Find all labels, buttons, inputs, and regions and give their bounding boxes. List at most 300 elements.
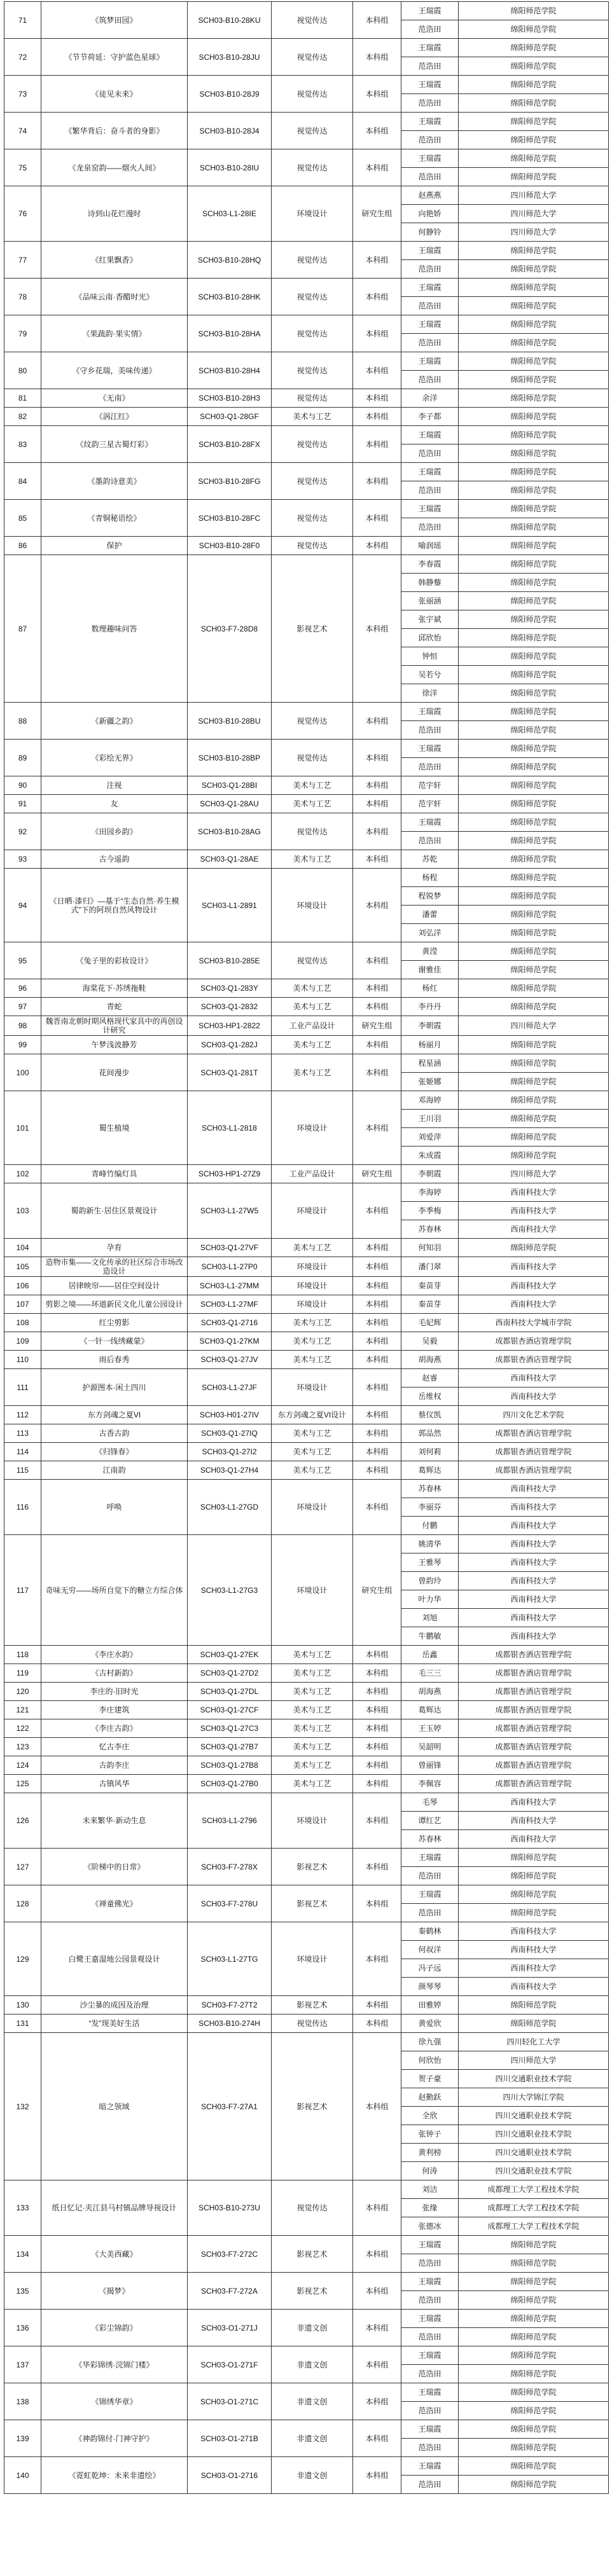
member-name: 范浩田 bbox=[401, 1904, 459, 1922]
member-school: 绵阳师范学院 bbox=[459, 721, 609, 740]
member-name: 范宇轩 bbox=[401, 795, 459, 813]
member-school: 绵阳师范学院 bbox=[459, 57, 609, 76]
member-name: 吴毅 bbox=[401, 1332, 459, 1351]
work-group: 本科组 bbox=[353, 1885, 401, 1922]
work-code: SCH03-B10-28FG bbox=[188, 463, 272, 500]
row-number: 113 bbox=[4, 1424, 41, 1443]
work-code: SCH03-B10-28H3 bbox=[188, 389, 272, 408]
work-code: SCH03-L1-27GD bbox=[188, 1480, 272, 1535]
work-group: 本科组 bbox=[353, 2310, 401, 2346]
row-number: 81 bbox=[4, 389, 41, 408]
member-name: 毛三三 bbox=[401, 1664, 459, 1683]
member-school: 西南科技大学 bbox=[459, 1941, 609, 1959]
member-school: 绵阳师范学院 bbox=[459, 2, 609, 20]
work-code: SCH03-Q1-283Y bbox=[188, 979, 272, 998]
member-school: 绵阳师范学院 bbox=[459, 1849, 609, 1867]
work-title: 《墨韵诗意美》 bbox=[41, 463, 188, 500]
table-row bbox=[4, 1091, 609, 1110]
work-code: SCH03-B10-28HQ bbox=[188, 242, 272, 279]
member-name: 葛辉达 bbox=[401, 1461, 459, 1480]
work-category: 影视艺术 bbox=[272, 1849, 353, 1885]
work-title: 《日晒·漆归》—基于“生态自然·养生模式”下的阿坝自然风物设计 bbox=[41, 869, 188, 942]
row-number: 105 bbox=[4, 1257, 41, 1277]
work-group: 本科组 bbox=[353, 2033, 401, 2180]
work-category: 视觉传达 bbox=[272, 352, 353, 389]
work-group: 本科组 bbox=[353, 2383, 401, 2420]
table-row bbox=[4, 1406, 609, 1424]
member-school: 西南科技大学 bbox=[459, 1978, 609, 1996]
table-row bbox=[4, 537, 609, 555]
work-category: 美术与工艺 bbox=[272, 1461, 353, 1480]
member-name: 范浩田 bbox=[401, 481, 459, 500]
member-school: 西南科技大学 bbox=[459, 1295, 609, 1314]
work-group: 研究生组 bbox=[353, 1016, 401, 1036]
member-name: 黄滢 bbox=[401, 942, 459, 961]
work-code: SCH03-F7-272A bbox=[188, 2273, 272, 2310]
member-name: 潘门翠 bbox=[401, 1257, 459, 1277]
row-number: 135 bbox=[4, 2273, 41, 2310]
member-name: 王瑞霞 bbox=[401, 2273, 459, 2291]
work-code: SCH03-B10-28FX bbox=[188, 426, 272, 463]
member-name: 范浩田 bbox=[401, 2254, 459, 2273]
row-number: 123 bbox=[4, 1738, 41, 1756]
member-name: 向艳娇 bbox=[401, 205, 459, 223]
member-school: 绵阳师范学院 bbox=[459, 647, 609, 666]
work-category: 视觉传达 bbox=[272, 2, 353, 39]
member-school: 绵阳师范学院 bbox=[459, 592, 609, 610]
work-title: 蜀韵新生·居住区景观设计 bbox=[41, 1183, 188, 1239]
member-school: 四川师范大学 bbox=[459, 1165, 609, 1183]
row-number: 134 bbox=[4, 2236, 41, 2273]
member-name: 赵勤跃 bbox=[401, 2088, 459, 2107]
member-name: 范浩田 bbox=[401, 2328, 459, 2346]
member-school: 成都银杏酒店管理学院 bbox=[459, 1646, 609, 1664]
work-code: SCH03-HP1-2822 bbox=[188, 1016, 272, 1036]
member-school: 绵阳师范学院 bbox=[459, 2236, 609, 2254]
member-name: 何知羽 bbox=[401, 1239, 459, 1257]
work-group: 本科组 bbox=[353, 1314, 401, 1332]
work-group: 本科组 bbox=[353, 1683, 401, 1701]
table-row bbox=[4, 186, 609, 205]
work-code: SCH03-L1-2796 bbox=[188, 1793, 272, 1849]
work-category: 美术与工艺 bbox=[272, 998, 353, 1016]
member-school: 西南科技大学 bbox=[459, 1572, 609, 1590]
work-category: 视觉传达 bbox=[272, 463, 353, 500]
member-name: 田雅婷 bbox=[401, 1996, 459, 2015]
member-name: 王瑞霞 bbox=[401, 813, 459, 832]
work-title: 《节节荷延：守护蓝色星球》 bbox=[41, 39, 188, 76]
work-group: 本科组 bbox=[353, 740, 401, 776]
member-school: 绵阳师范学院 bbox=[459, 2291, 609, 2310]
row-number: 86 bbox=[4, 537, 41, 555]
member-name: 范浩田 bbox=[401, 131, 459, 149]
member-name: 叶力华 bbox=[401, 1590, 459, 1609]
work-category: 美术与工艺 bbox=[272, 850, 353, 869]
table-row bbox=[4, 942, 609, 961]
member-school: 成都银杏酒店管理学院 bbox=[459, 1738, 609, 1756]
work-code: SCH03-HP1-27Z9 bbox=[188, 1165, 272, 1183]
member-school: 绵阳师范学院 bbox=[459, 2420, 609, 2439]
work-category: 东方剑魂之夏VI设计 bbox=[272, 1406, 353, 1424]
work-group: 本科组 bbox=[353, 1369, 401, 1406]
member-name: 曾韵玲 bbox=[401, 1572, 459, 1590]
table-row bbox=[4, 279, 609, 297]
work-title: 古韵李庄 bbox=[41, 1756, 188, 1775]
work-code: SCH03-Q1-27D2 bbox=[188, 1664, 272, 1683]
member-school: 西南科技大学 bbox=[459, 1480, 609, 1498]
member-name: 岳维权 bbox=[401, 1388, 459, 1406]
table-row bbox=[4, 1996, 609, 2015]
member-school: 四川师范大学 bbox=[459, 2051, 609, 2070]
table-row bbox=[4, 2457, 609, 2476]
work-category: 视觉传达 bbox=[272, 315, 353, 352]
work-category: 美术与工艺 bbox=[272, 408, 353, 426]
member-school: 成都银杏酒店管理学院 bbox=[459, 1756, 609, 1775]
member-school: 西南科技大学 bbox=[459, 1183, 609, 1202]
table-row bbox=[4, 500, 609, 518]
work-code: SCH03-B10-28J9 bbox=[188, 76, 272, 113]
table-row bbox=[4, 998, 609, 1016]
work-code: SCH03-O1-271B bbox=[188, 2420, 272, 2457]
member-name: 王瑞霞 bbox=[401, 2, 459, 20]
member-name: 王瑞霞 bbox=[401, 2420, 459, 2439]
member-name: 王瑞霞 bbox=[401, 113, 459, 131]
table-row bbox=[4, 76, 609, 94]
member-name: 余洋 bbox=[401, 389, 459, 408]
member-school: 绵阳师范学院 bbox=[459, 94, 609, 113]
work-code: SCH03-Q1-2716 bbox=[188, 1314, 272, 1332]
member-school: 西南科技大学 bbox=[459, 1959, 609, 1978]
member-name: 黄利榜 bbox=[401, 2144, 459, 2162]
table-row bbox=[4, 2383, 609, 2402]
member-school: 绵阳师范学院 bbox=[459, 1128, 609, 1147]
member-name: 范浩田 bbox=[401, 20, 459, 39]
work-code: SCH03-B10-28AG bbox=[188, 813, 272, 850]
member-school: 成都银杏酒店管理学院 bbox=[459, 1701, 609, 1719]
row-number: 95 bbox=[4, 942, 41, 979]
member-name: 何涛 bbox=[401, 2162, 459, 2180]
table-row bbox=[4, 2310, 609, 2328]
member-name: 王瑞霞 bbox=[401, 149, 459, 168]
table-row bbox=[4, 2, 609, 20]
work-category: 美术与工艺 bbox=[272, 1054, 353, 1091]
member-name: 喻润瑶 bbox=[401, 537, 459, 555]
member-school: 绵阳师范学院 bbox=[459, 1073, 609, 1091]
member-school: 西南科技大学 bbox=[459, 1590, 609, 1609]
work-category: 环境设计 bbox=[272, 1091, 353, 1165]
member-name: 范浩田 bbox=[401, 260, 459, 279]
row-number: 107 bbox=[4, 1295, 41, 1314]
work-title: 沙尘暴的成因及治理 bbox=[41, 1996, 188, 2015]
member-school: 绵阳师范学院 bbox=[459, 574, 609, 592]
table-row bbox=[4, 1314, 609, 1332]
member-name: 吴若兮 bbox=[401, 666, 459, 684]
table-row bbox=[4, 1664, 609, 1683]
row-number: 82 bbox=[4, 408, 41, 426]
member-name: 张丽涵 bbox=[401, 592, 459, 610]
work-category: 美术与工艺 bbox=[272, 1443, 353, 1461]
table-row bbox=[4, 1701, 609, 1719]
table-row bbox=[4, 1756, 609, 1775]
work-group: 本科组 bbox=[353, 315, 401, 352]
work-group: 本科组 bbox=[353, 389, 401, 408]
member-name: 谢雅佳 bbox=[401, 961, 459, 979]
work-title: 居律映帘——居住空间设计 bbox=[41, 1277, 188, 1295]
member-name: 范浩田 bbox=[401, 334, 459, 352]
work-title: 《田园乡韵》 bbox=[41, 813, 188, 850]
work-category: 视觉传达 bbox=[272, 537, 353, 555]
work-code: SCH03-O1-271J bbox=[188, 2310, 272, 2346]
work-title: 青蛇 bbox=[41, 998, 188, 1016]
member-school: 绵阳师范学院 bbox=[459, 2365, 609, 2383]
work-code: SCH03-F7-278U bbox=[188, 1885, 272, 1922]
work-title: 红尘剪影 bbox=[41, 1314, 188, 1332]
work-code: SCH03-Q1-27B0 bbox=[188, 1775, 272, 1793]
work-code: SCH03-O1-271C bbox=[188, 2383, 272, 2420]
row-number: 108 bbox=[4, 1314, 41, 1332]
member-name: 张宇斌 bbox=[401, 610, 459, 629]
work-group: 本科组 bbox=[353, 1701, 401, 1719]
table-row bbox=[4, 352, 609, 371]
member-school: 绵阳师范学院 bbox=[459, 444, 609, 463]
table-row bbox=[4, 1332, 609, 1351]
member-school: 绵阳师范学院 bbox=[459, 2439, 609, 2457]
work-title: 《涡江红》 bbox=[41, 408, 188, 426]
work-group: 本科组 bbox=[353, 2180, 401, 2236]
member-name: 谭红艺 bbox=[401, 1812, 459, 1830]
work-code: SCH03-Q1-2832 bbox=[188, 998, 272, 1016]
work-group: 本科组 bbox=[353, 2015, 401, 2033]
member-school: 绵阳师范学院 bbox=[459, 2346, 609, 2365]
work-code: SCH03-Q1-27JV bbox=[188, 1351, 272, 1369]
row-number: 71 bbox=[4, 2, 41, 39]
member-name: 范浩田 bbox=[401, 518, 459, 537]
member-school: 绵阳师范学院 bbox=[459, 1110, 609, 1128]
work-category: 美术与工艺 bbox=[272, 1683, 353, 1701]
member-school: 绵阳师范学院 bbox=[459, 813, 609, 832]
work-title: 纸日忆记·夹江县马村镇品牌导视设计 bbox=[41, 2180, 188, 2236]
table-row bbox=[4, 1295, 609, 1314]
member-name: 程星涵 bbox=[401, 1054, 459, 1073]
work-code: SCH03-Q1-27DL bbox=[188, 1683, 272, 1701]
table-row bbox=[4, 1257, 609, 1277]
work-title: 《筑梦田园》 bbox=[41, 2, 188, 39]
row-number: 125 bbox=[4, 1775, 41, 1793]
work-code: SCH03-F7-27A1 bbox=[188, 2033, 272, 2180]
member-name: 范浩田 bbox=[401, 1867, 459, 1885]
work-category: 非遗文创 bbox=[272, 2383, 353, 2420]
work-group: 本科组 bbox=[353, 1239, 401, 1257]
member-name: 王瑞霞 bbox=[401, 463, 459, 481]
work-group: 本科组 bbox=[353, 795, 401, 813]
table-row bbox=[4, 1443, 609, 1461]
member-school: 四川师范大学 bbox=[459, 1016, 609, 1036]
table-row bbox=[4, 1793, 609, 1812]
row-number: 90 bbox=[4, 776, 41, 795]
member-school: 西南科技大学 bbox=[459, 1498, 609, 1517]
work-group: 本科组 bbox=[353, 869, 401, 942]
member-school: 绵阳师范学院 bbox=[459, 20, 609, 39]
table-row bbox=[4, 113, 609, 131]
member-school: 绵阳师范学院 bbox=[459, 1036, 609, 1054]
work-title: 《彩绘无界》 bbox=[41, 740, 188, 776]
member-name: 岳鑫 bbox=[401, 1646, 459, 1664]
row-number: 73 bbox=[4, 76, 41, 113]
member-school: 绵阳师范学院 bbox=[459, 850, 609, 869]
work-code: SCH03-Q1-27VF bbox=[188, 1239, 272, 1257]
table-row bbox=[4, 979, 609, 998]
table-row bbox=[4, 1719, 609, 1738]
work-category: 美术与工艺 bbox=[272, 1351, 353, 1369]
work-category: 美术与工艺 bbox=[272, 795, 353, 813]
row-number: 101 bbox=[4, 1091, 41, 1165]
work-category: 工业产品设计 bbox=[272, 1016, 353, 1036]
member-school: 西南科技大学 bbox=[459, 1535, 609, 1553]
member-school: 绵阳师范学院 bbox=[459, 2328, 609, 2346]
work-code: SCH03-Q1-27CF bbox=[188, 1701, 272, 1719]
member-school: 绵阳师范学院 bbox=[459, 998, 609, 1016]
member-school: 绵阳师范学院 bbox=[459, 1054, 609, 1073]
work-category: 环境设计 bbox=[272, 869, 353, 942]
work-group: 本科组 bbox=[353, 500, 401, 537]
work-category: 视觉传达 bbox=[272, 426, 353, 463]
table-row bbox=[4, 1036, 609, 1054]
work-title: 《霓虹乾坤：未来非遗绘》 bbox=[41, 2457, 188, 2494]
member-school: 西南科技大学 bbox=[459, 1388, 609, 1406]
member-school: 绵阳师范学院 bbox=[459, 961, 609, 979]
work-group: 本科组 bbox=[353, 39, 401, 76]
member-name: 全欣 bbox=[401, 2107, 459, 2125]
member-name: 范浩田 bbox=[401, 444, 459, 463]
work-group: 本科组 bbox=[353, 2, 401, 39]
work-code: SCH03-Q1-282J bbox=[188, 1036, 272, 1054]
row-number: 121 bbox=[4, 1701, 41, 1719]
member-name: 李海婷 bbox=[401, 1183, 459, 1202]
row-number: 79 bbox=[4, 315, 41, 352]
table-row bbox=[4, 2015, 609, 2033]
member-school: 成都理工大学工程技术学院 bbox=[459, 2180, 609, 2199]
member-school: 绵阳师范学院 bbox=[459, 610, 609, 629]
work-category: 美术与工艺 bbox=[272, 979, 353, 998]
member-school: 四川文化艺术学院 bbox=[459, 1406, 609, 1424]
work-code: SCH03-Q1-28BI bbox=[188, 776, 272, 795]
row-number: 88 bbox=[4, 703, 41, 740]
member-school: 绵阳师范学院 bbox=[459, 334, 609, 352]
member-name: 王瑞霞 bbox=[401, 2346, 459, 2365]
member-name: 范浩田 bbox=[401, 168, 459, 186]
work-code: SCH03-B10-28IU bbox=[188, 149, 272, 186]
work-group: 本科组 bbox=[353, 1738, 401, 1756]
work-title: 古今遥韵 bbox=[41, 850, 188, 869]
work-category: 环境设计 bbox=[272, 1183, 353, 1239]
member-name: 王瑞霞 bbox=[401, 279, 459, 297]
work-code: SCH03-L1-27JF bbox=[188, 1369, 272, 1406]
member-school: 四川师范大学 bbox=[459, 223, 609, 242]
member-school: 绵阳师范学院 bbox=[459, 371, 609, 389]
row-number: 74 bbox=[4, 113, 41, 149]
member-name: 李春霞 bbox=[401, 555, 459, 574]
work-code: SCH03-B10-28H4 bbox=[188, 352, 272, 389]
work-group: 本科组 bbox=[353, 1332, 401, 1351]
work-group: 本科组 bbox=[353, 555, 401, 703]
work-category: 美术与工艺 bbox=[272, 1719, 353, 1738]
row-number: 93 bbox=[4, 850, 41, 869]
row-number: 128 bbox=[4, 1885, 41, 1922]
row-number: 99 bbox=[4, 1036, 41, 1054]
work-title: 《古村新韵》 bbox=[41, 1664, 188, 1683]
work-title: 《揭梦》 bbox=[41, 2273, 188, 2310]
member-name: 冯子远 bbox=[401, 1959, 459, 1978]
table-row bbox=[4, 869, 609, 887]
work-title: 《品味云南·香醋时光》 bbox=[41, 279, 188, 315]
work-code: SCH03-F7-28D8 bbox=[188, 555, 272, 703]
table-row bbox=[4, 2033, 609, 2051]
table-row bbox=[4, 776, 609, 795]
member-name: 王瑞霞 bbox=[401, 242, 459, 260]
work-title: 《归锋春》 bbox=[41, 1443, 188, 1461]
row-number: 114 bbox=[4, 1443, 41, 1461]
member-name: 刘弘洋 bbox=[401, 924, 459, 942]
member-school: 西南科技大学 bbox=[459, 1553, 609, 1572]
work-code: SCH03-Q1-28AE bbox=[188, 850, 272, 869]
table-row bbox=[4, 1480, 609, 1498]
table-row bbox=[4, 1922, 609, 1941]
member-name: 曾丽锋 bbox=[401, 1756, 459, 1775]
work-title: 《大美西藏》 bbox=[41, 2236, 188, 2273]
row-number: 110 bbox=[4, 1351, 41, 1369]
member-school: 成都银杏酒店管理学院 bbox=[459, 1719, 609, 1738]
row-number: 76 bbox=[4, 186, 41, 242]
work-group: 本科组 bbox=[353, 942, 401, 979]
work-category: 环境设计 bbox=[272, 1257, 353, 1277]
member-school: 绵阳师范学院 bbox=[459, 758, 609, 776]
row-number: 136 bbox=[4, 2310, 41, 2346]
member-name: 王川羽 bbox=[401, 1110, 459, 1128]
row-number: 132 bbox=[4, 2033, 41, 2180]
work-category: 环境设计 bbox=[272, 1277, 353, 1295]
member-school: 绵阳师范学院 bbox=[459, 684, 609, 703]
work-title: 东方剑魂之夏VI bbox=[41, 1406, 188, 1424]
table-row bbox=[4, 555, 609, 574]
member-school: 绵阳师范学院 bbox=[459, 352, 609, 371]
work-code: SCH03-O1-271F bbox=[188, 2346, 272, 2383]
row-number: 97 bbox=[4, 998, 41, 1016]
row-number: 106 bbox=[4, 1277, 41, 1295]
member-school: 绵阳师范学院 bbox=[459, 426, 609, 444]
work-title: 海棠花下·苏绣拖鞋 bbox=[41, 979, 188, 998]
work-title: 《徒见未来》 bbox=[41, 76, 188, 113]
member-name: 范浩田 bbox=[401, 832, 459, 850]
member-name: 秦苗芽 bbox=[401, 1277, 459, 1295]
work-category: 环境设计 bbox=[272, 186, 353, 242]
work-title: 《青铜秘语绘》 bbox=[41, 500, 188, 537]
work-group: 本科组 bbox=[353, 776, 401, 795]
work-code: SCH03-Q1-27C3 bbox=[188, 1719, 272, 1738]
work-title: 古镇风华 bbox=[41, 1775, 188, 1793]
row-number: 75 bbox=[4, 149, 41, 186]
work-group: 本科组 bbox=[353, 1036, 401, 1054]
row-number: 89 bbox=[4, 740, 41, 776]
work-category: 视觉传达 bbox=[272, 389, 353, 408]
member-name: 苏乾 bbox=[401, 850, 459, 869]
work-group: 本科组 bbox=[353, 979, 401, 998]
member-school: 绵阳师范学院 bbox=[459, 149, 609, 168]
work-category: 非遗文创 bbox=[272, 2420, 353, 2457]
member-name: 刘何莉 bbox=[401, 1443, 459, 1461]
work-title: 友 bbox=[41, 795, 188, 813]
row-number: 77 bbox=[4, 242, 41, 279]
member-name: 苏春林 bbox=[401, 1830, 459, 1849]
